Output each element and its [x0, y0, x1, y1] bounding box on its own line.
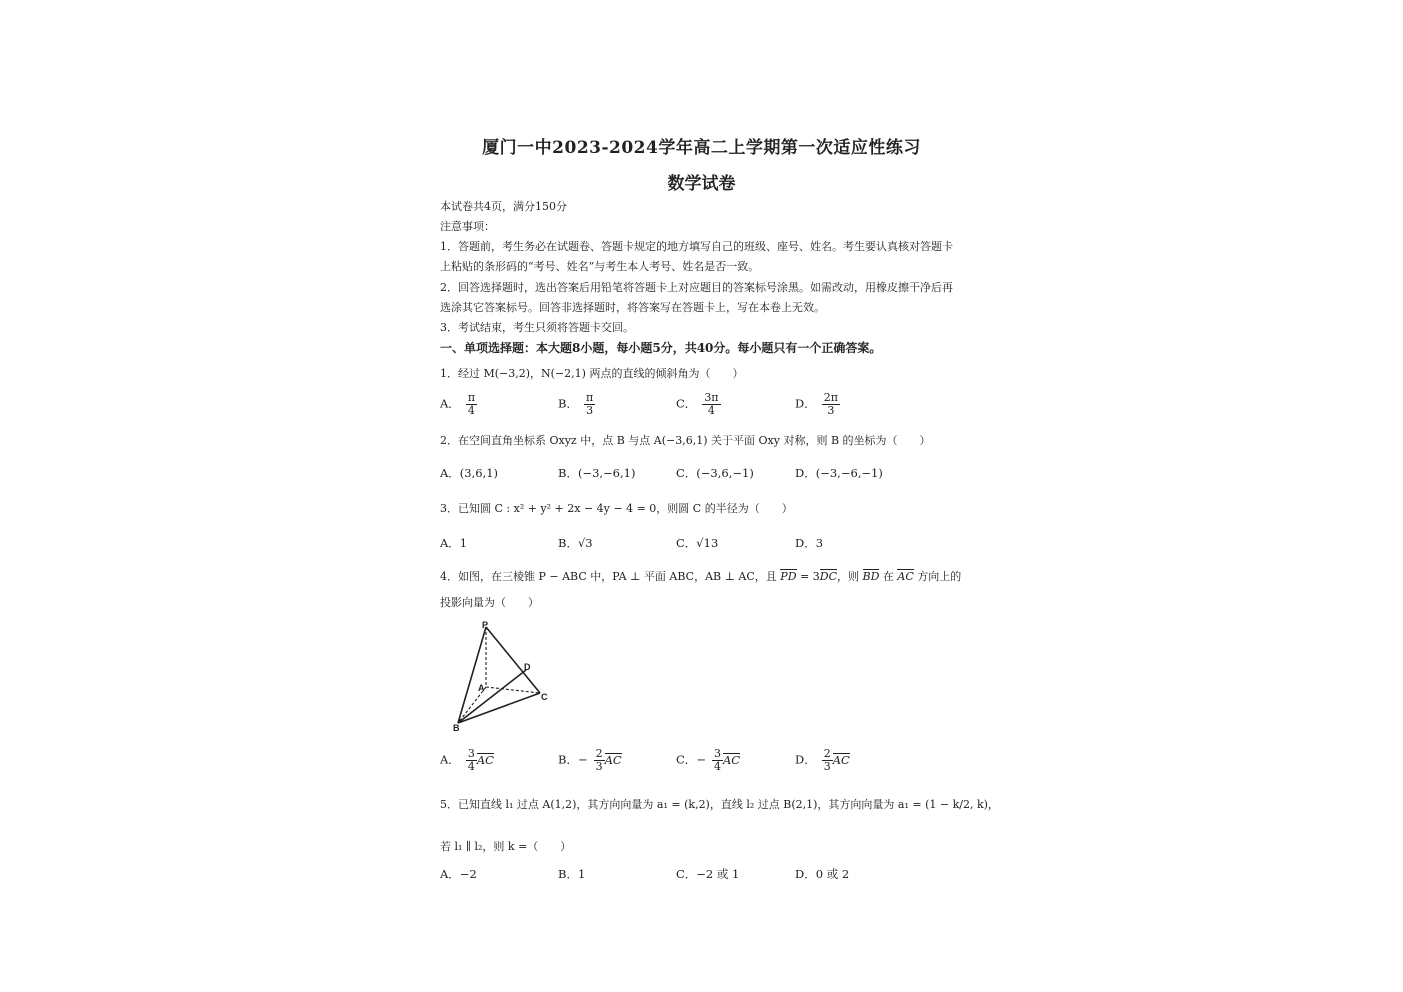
numerator: π [467, 391, 476, 404]
vector-ac: AC [897, 570, 914, 583]
q5-option-a: A．−2 [440, 867, 477, 881]
fraction [594, 748, 605, 773]
denominator: 4 [707, 404, 715, 417]
q2-option-c: C．(−3,6,−1) [676, 466, 754, 480]
option-label: C． [676, 396, 697, 411]
vector-ac: AC [722, 752, 741, 767]
exam-info: 本试卷共4页，满分150分 [440, 200, 567, 213]
numerator: 2π [823, 391, 838, 404]
q4-option-c [676, 748, 740, 773]
q3-option-a: A．1 [440, 536, 468, 550]
q1-option-c [676, 392, 721, 417]
q4-option-a [440, 748, 494, 773]
option-label: D． [795, 752, 816, 767]
numerator: 3 [713, 747, 721, 760]
question-4-stem [440, 568, 961, 584]
edge-pc [486, 627, 540, 693]
edge-pb [458, 627, 486, 723]
numerator: 2 [823, 747, 831, 760]
vector-dc: DC [819, 570, 837, 583]
numerator: 3 [467, 747, 475, 760]
q5-option-c: C．−2 或 1 [676, 867, 740, 881]
stem-text: = 3 [796, 570, 820, 583]
denominator: 4 [713, 760, 721, 773]
q2-option-a: A．(3,6,1) [440, 466, 499, 480]
exam-title: 厦门一中2023-2024学年高二上学期第一次适应性练习 [482, 138, 921, 158]
option-label: A． [440, 752, 460, 767]
stem-text: ，则 [837, 570, 863, 583]
fraction [702, 392, 720, 417]
denominator: 3 [586, 404, 594, 417]
section-heading: 一、单项选择题：本大题8小题，每小题5分，共40分。每小题只有一个正确答案。 [440, 341, 882, 355]
vector-ac: AC [476, 752, 494, 767]
fraction [822, 748, 833, 773]
q3-option-c: C．√13 [676, 536, 719, 550]
edge-bd [458, 670, 526, 723]
fraction [466, 392, 477, 417]
fraction [822, 392, 840, 417]
numerator: 3π [704, 391, 719, 404]
denominator: 4 [467, 760, 475, 773]
fraction [712, 748, 723, 773]
option-label: B． [558, 752, 578, 767]
question-5-stem: 5．已知直线 l₁ 过点 A(1,2)，其方向向量为 a₁ = (k,2)，直线 l₂ 过点 B(2,1)，其方向向量为 a₁ = (1 − k/2, k)， [440, 798, 999, 811]
q2-option-d: D．(−3,−6,−1) [795, 466, 883, 480]
denominator: 4 [467, 404, 475, 417]
label-c: C [541, 692, 548, 702]
notice-line: 上粘贴的条形码的“考号、姓名”与考生本人考号、姓名是否一致。 [440, 260, 760, 273]
option-label: C． [676, 752, 697, 767]
question-4-stem-line2: 投影向量为（ ） [440, 596, 539, 609]
question-1-stem: 1．经过 M(−3,2)，N(−2,1) 两点的直线的倾斜角为（ ） [440, 367, 744, 380]
vector-ac: AC [604, 752, 622, 767]
label-p: P [482, 620, 489, 630]
fraction [466, 748, 477, 773]
q3-option-d: D．3 [795, 536, 824, 550]
q5-option-d: D．0 或 2 [795, 867, 850, 881]
sign: − [577, 752, 588, 767]
vector-ac: AC [832, 752, 850, 767]
denominator: 3 [823, 760, 831, 773]
label-b: B [453, 723, 460, 733]
option-label: B． [558, 396, 578, 411]
label-d: D [524, 662, 531, 672]
q5-option-b: B．1 [558, 867, 586, 881]
q3-option-b: B．√3 [558, 536, 593, 550]
numerator: π [585, 391, 594, 404]
numerator: 2 [595, 747, 603, 760]
fraction [584, 392, 595, 417]
notice-line: 选涂其它答案标号。回答非选择题时，将答案写在答题卡上，写在本卷上无效。 [440, 301, 825, 314]
denominator: 3 [595, 760, 603, 773]
question-3-stem: 3．已知圆 C : x² + y² + 2x − 4y − 4 = 0，则圆 C 的半径为（ ） [440, 502, 793, 515]
q2-option-b: B．(−3,−6,1) [558, 466, 636, 480]
vector-pd: PD [780, 570, 797, 583]
q1-option-a [440, 392, 477, 417]
notice-heading: 注意事项： [440, 220, 495, 233]
q1-option-b [558, 392, 595, 417]
vector-bd: BD [862, 570, 880, 583]
stem-text: 方向上的 [913, 570, 962, 583]
exam-subtitle: 数学试卷 [667, 174, 736, 194]
label-a: A [478, 683, 485, 693]
denominator: 3 [827, 404, 835, 417]
stem-text: 在 [879, 570, 898, 583]
sign: − [696, 752, 706, 767]
q1-option-d [795, 392, 840, 417]
notice-line: 2．回答选择题时，选出答案后用铅笔将答题卡上对应题目的答案标号涂黑。如需改动，用橡皮擦干净后再 [440, 281, 953, 294]
q4-option-d [795, 748, 850, 773]
stem-text: 4．如图，在三棱锥 P − ABC 中，PA ⊥ 平面 ABC，AB ⊥ AC，且 [440, 570, 781, 583]
tetrahedron-figure [444, 615, 554, 740]
question-2-stem: 2．在空间直角坐标系 Oxyz 中，点 B 与点 A(−3,6,1) 关于平面 Oxy 对称，则 B 的坐标为（ ） [440, 434, 931, 447]
edge-ac [486, 687, 540, 693]
option-label: D． [795, 396, 816, 411]
notice-line: 3．考试结束，考生只须将答题卡交回。 [440, 321, 634, 334]
option-label: A． [440, 396, 460, 411]
question-5-stem-line2: 若 l₁ ∥ l₂，则 k =（ ） [440, 840, 572, 853]
notice-line: 1．答题前，考生务必在试题卷、答题卡规定的地方填写自己的班级、座号、姓名。考生要认真核对答题卡 [440, 240, 953, 253]
q4-option-b [558, 748, 622, 773]
